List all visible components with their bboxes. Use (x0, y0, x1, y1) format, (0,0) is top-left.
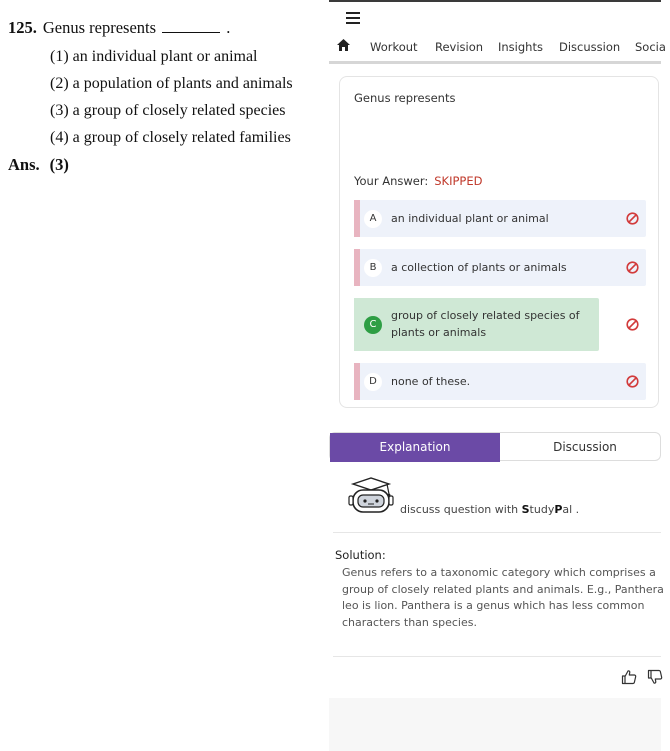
divider (333, 532, 661, 533)
option-d-letter: D (364, 373, 382, 391)
answer-blank (162, 19, 220, 33)
home-icon[interactable] (337, 39, 350, 51)
solution-body: Genus refers to a taxonomic category which comprises a group of closely related plants and animals. E.g., Panthera leo is lion. Panthera is a genus which has less common characters than species. (342, 566, 664, 629)
option-a-text: an individual plant or animal (391, 212, 549, 225)
printed-option-3: (3) a group of closely related species (50, 102, 286, 119)
your-answer-label: Your Answer: (354, 174, 429, 188)
option-b-text: a collection of plants or animals (391, 261, 567, 274)
option-c-letter: C (364, 316, 382, 334)
option-b[interactable] (354, 249, 646, 286)
option-a-letter: A (364, 210, 382, 228)
your-answer (354, 174, 482, 188)
printed-question (0, 0, 320, 751)
studypal-prompt[interactable] (400, 503, 579, 516)
studypal-p: P (554, 503, 563, 516)
explanation-discussion-tabs (329, 432, 661, 461)
tab-discussion[interactable]: Discussion (553, 440, 617, 454)
studypal-tudy: tudy (529, 503, 555, 516)
printed-option-1: (1) an individual plant or animal (50, 48, 258, 65)
option-c-text: group of closely related species of plants or animals (391, 309, 580, 339)
option-b-marker-bar (354, 249, 360, 286)
nav-tab-revision[interactable]: Revision (435, 40, 484, 54)
nav-tab-insights[interactable]: Insights (498, 40, 543, 54)
option-a[interactable] (354, 200, 646, 237)
menu-icon[interactable] (346, 12, 360, 24)
thumbs-up-icon[interactable] (621, 669, 637, 685)
solution-title: Solution: (335, 548, 386, 562)
nav-tab-workout[interactable]: Workout (370, 40, 418, 54)
studypal-prefix: discuss question with (400, 503, 522, 516)
studypal-s: S (521, 503, 530, 516)
nav-tab-social[interactable]: Socia (635, 40, 666, 54)
option-b-letter: B (364, 259, 382, 277)
option-d-text: none of these. (391, 375, 471, 388)
tab-explanation[interactable]: Explanation (330, 433, 500, 462)
your-answer-status: SKIPPED (434, 174, 483, 188)
answer-label: Ans. (8, 155, 40, 174)
answer-value: (3) (49, 155, 69, 174)
option-c-correct[interactable] (354, 298, 599, 351)
divider (333, 656, 661, 657)
question-number: 125. (8, 18, 37, 37)
option-d[interactable] (354, 363, 646, 400)
quiz-app-panel (329, 0, 666, 751)
question-stem: Genus represents (42, 18, 157, 37)
top-nav (329, 34, 666, 60)
printed-option-2: (2) a population of plants and animals (50, 75, 293, 92)
nav-underline (329, 61, 661, 64)
studypal-al: al . (562, 503, 580, 516)
question-text: Genus represents (354, 91, 456, 105)
printed-option-4: (4) a group of closely related families (50, 129, 291, 146)
question-card (339, 76, 659, 408)
option-d-marker-bar (354, 363, 360, 400)
studypal-robot-icon[interactable] (347, 476, 395, 516)
footer-area (329, 698, 661, 751)
question-stem-end: . (226, 18, 231, 37)
option-c-marker-bar (354, 298, 360, 351)
question-stem-line (8, 18, 230, 38)
top-edge-bar (329, 0, 661, 2)
option-b-no-answer-icon (626, 261, 639, 274)
printed-answer (8, 155, 69, 175)
option-a-no-answer-icon (626, 212, 639, 225)
nav-tab-discussion[interactable]: Discussion (559, 40, 621, 54)
option-d-no-answer-icon (626, 375, 639, 388)
thumbs-down-icon[interactable] (647, 669, 663, 685)
option-a-marker-bar (354, 200, 360, 237)
option-c-no-answer-icon (626, 318, 639, 331)
